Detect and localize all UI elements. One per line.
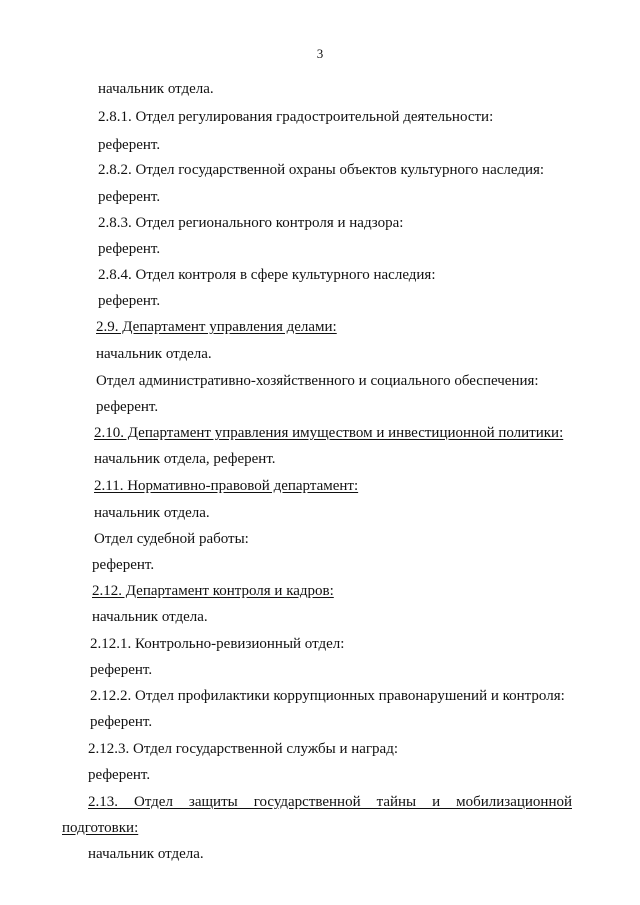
section-heading: 2.12.3. Отдел государственной службы и наград: (88, 741, 399, 757)
department-heading: 2.9. Департамент управления делами: (96, 319, 337, 335)
section-heading: Отдел административно-хозяйственного и социального обеспечения: (96, 373, 539, 389)
page-number: 3 (316, 46, 324, 61)
department-heading: 2.13. Отдел защиты государственной тайны и мобилизационной (88, 794, 572, 810)
text-line: референт. (96, 399, 159, 415)
text-line: начальник отдела. (94, 505, 210, 521)
section-heading: 2.8.1. Отдел регулирования градостроительной деятельности: (98, 109, 494, 125)
section-heading: 2.8.2. Отдел государственной охраны объектов культурного наследия: (98, 162, 545, 178)
text-line: референт. (98, 189, 161, 205)
text-line: референт. (98, 293, 161, 309)
department-heading: 2.12. Департамент контроля и кадров: (92, 583, 334, 599)
section-heading: 2.12.2. Отдел профилактики коррупционных правонарушений и контроля: (90, 688, 565, 704)
department-heading-continued: подготовки: (62, 820, 139, 836)
section-heading: Отдел судебной работы: (94, 531, 249, 547)
text-line: начальник отдела. (98, 81, 214, 97)
text-line: референт. (88, 767, 151, 783)
text-line: референт. (90, 714, 153, 730)
text-line: начальник отдела. (92, 609, 208, 625)
text-line: референт. (98, 137, 161, 153)
section-heading: 2.8.3. Отдел регионального контроля и надзора: (98, 215, 404, 231)
department-heading: 2.10. Департамент управления имуществом и инвестиционной политики: (94, 425, 564, 441)
text-line: начальник отдела. (96, 346, 212, 362)
text-line: начальник отдела, референт. (94, 451, 276, 467)
text-line: референт. (92, 557, 155, 573)
section-heading: 2.12.1. Контрольно-ревизионный отдел: (90, 636, 345, 652)
text-line: референт. (98, 241, 161, 257)
section-heading: 2.8.4. Отдел контроля в сфере культурного наследия: (98, 267, 436, 283)
text-line: начальник отдела. (88, 846, 204, 862)
department-heading: 2.11. Нормативно-правовой департамент: (94, 478, 359, 494)
text-line: референт. (90, 662, 153, 678)
